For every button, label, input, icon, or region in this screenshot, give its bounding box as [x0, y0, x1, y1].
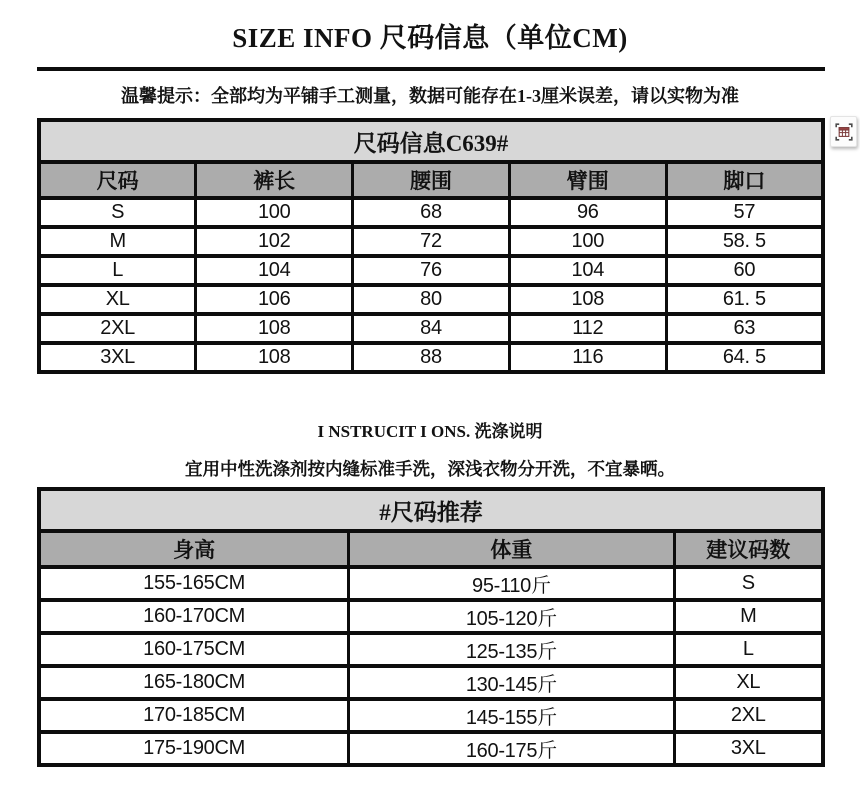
- table-cell: L: [674, 633, 823, 666]
- table-cell: 155-165CM: [39, 567, 349, 600]
- table-cell: 160-175CM: [39, 633, 349, 666]
- table-cell: XL: [39, 285, 196, 314]
- table-row: [39, 314, 823, 343]
- table-capture-button[interactable]: [830, 116, 857, 147]
- recommend-table-title: #尺码推荐: [39, 489, 823, 531]
- table-cell: 108: [196, 343, 353, 372]
- table-cell: 61. 5: [666, 285, 823, 314]
- table-cell: 112: [509, 314, 666, 343]
- column-header-hip: 臂围: [509, 162, 666, 198]
- table-cell: 102: [196, 227, 353, 256]
- table-cell: 68: [353, 198, 510, 227]
- table-row: [39, 198, 823, 227]
- column-header-leg-opening: 脚口: [666, 162, 823, 198]
- table-cell: 125-135斤: [349, 633, 674, 666]
- table-cell: M: [674, 600, 823, 633]
- table-cell: 96: [509, 198, 666, 227]
- table-cell: 145-155斤: [349, 699, 674, 732]
- table-capture-icon: [833, 121, 855, 143]
- table-cell: 80: [353, 285, 510, 314]
- size-info-table: [37, 118, 825, 374]
- table-cell: 106: [196, 285, 353, 314]
- table-header-row: [39, 531, 823, 567]
- size-table-title: 尺码信息C639#: [39, 120, 823, 162]
- table-header-row: [39, 162, 823, 198]
- table-row: [39, 699, 823, 732]
- table-cell: 130-145斤: [349, 666, 674, 699]
- table-cell: 3XL: [39, 343, 196, 372]
- size-recommend-table: [37, 487, 825, 767]
- table-cell: 170-185CM: [39, 699, 349, 732]
- table-row: [39, 666, 823, 699]
- table-cell: 72: [353, 227, 510, 256]
- table-cell: 165-180CM: [39, 666, 349, 699]
- table-cell: 2XL: [674, 699, 823, 732]
- table-cell: M: [39, 227, 196, 256]
- wash-instructions-heading: I NSTRUCIT I ONS. 洗涤说明: [317, 422, 543, 441]
- column-header-suggested-size: 建议码数: [674, 531, 823, 567]
- table-row: [39, 343, 823, 372]
- table-title-row: [39, 120, 823, 162]
- table-cell: 58. 5: [666, 227, 823, 256]
- table-cell: 160-175斤: [349, 732, 674, 765]
- table-cell: 108: [509, 285, 666, 314]
- table-cell: 60: [666, 256, 823, 285]
- table-cell: 76: [353, 256, 510, 285]
- page-title: SIZE INFO 尺码信息（单位CM): [232, 23, 628, 53]
- table-row: [39, 732, 823, 765]
- table-cell: 2XL: [39, 314, 196, 343]
- title-divider: [37, 67, 825, 71]
- table-cell: 100: [196, 198, 353, 227]
- table-cell: 57: [666, 198, 823, 227]
- table-cell: 64. 5: [666, 343, 823, 372]
- table-cell: 116: [509, 343, 666, 372]
- column-header-weight: 体重: [349, 531, 674, 567]
- table-row: [39, 633, 823, 666]
- column-header-waist: 腰围: [353, 162, 510, 198]
- measurement-tip: 温馨提示：全部均为平铺手工测量，数据可能存在1-3厘米误差，请以实物为准: [121, 86, 739, 106]
- table-cell: S: [674, 567, 823, 600]
- table-cell: 104: [196, 256, 353, 285]
- table-cell: 88: [353, 343, 510, 372]
- table-cell: 84: [353, 314, 510, 343]
- table-cell: 175-190CM: [39, 732, 349, 765]
- wash-instructions-text: 宜用中性洗涤剂按内缝标准手洗，深浅衣物分开洗，不宜暴晒。: [185, 459, 675, 479]
- table-cell: 3XL: [674, 732, 823, 765]
- table-cell: 160-170CM: [39, 600, 349, 633]
- column-header-pant-length: 裤长: [196, 162, 353, 198]
- table-cell: L: [39, 256, 196, 285]
- table-cell: S: [39, 198, 196, 227]
- table-cell: 63: [666, 314, 823, 343]
- table-row: [39, 567, 823, 600]
- table-cell: 100: [509, 227, 666, 256]
- table-cell: XL: [674, 666, 823, 699]
- table-row: [39, 285, 823, 314]
- column-header-height: 身高: [39, 531, 349, 567]
- column-header-size: 尺码: [39, 162, 196, 198]
- table-row: [39, 256, 823, 285]
- table-row: [39, 600, 823, 633]
- table-cell: 104: [509, 256, 666, 285]
- table-cell: 108: [196, 314, 353, 343]
- table-cell: 105-120斤: [349, 600, 674, 633]
- table-title-row: [39, 489, 823, 531]
- table-cell: 95-110斤: [349, 567, 674, 600]
- table-row: [39, 227, 823, 256]
